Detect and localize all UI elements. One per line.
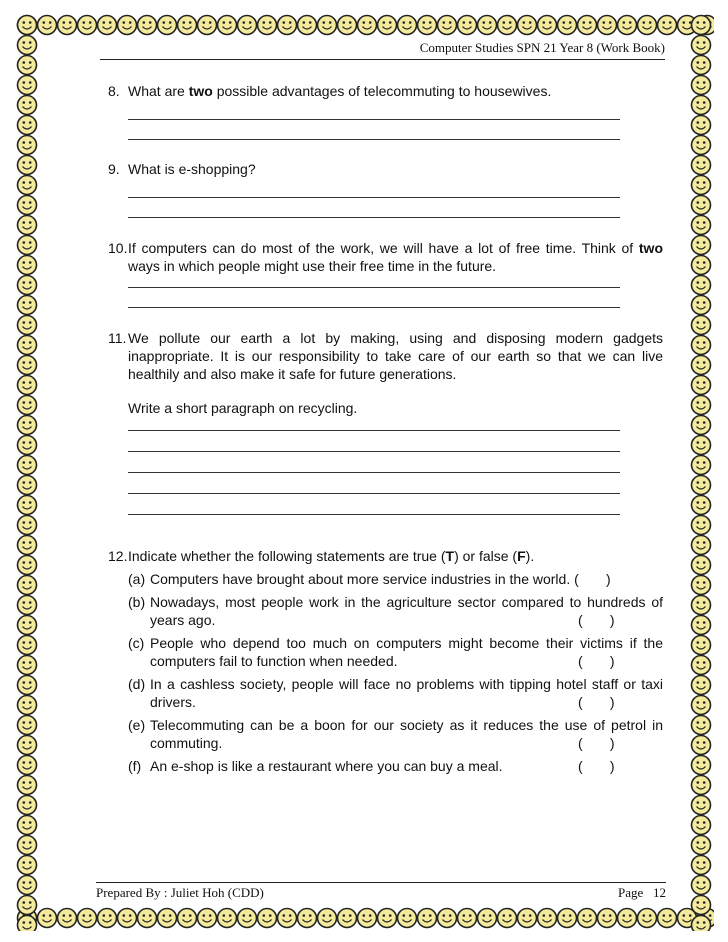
statement-letter: (f) — [128, 758, 142, 774]
question-text-part: ways in which people might use their free time in the future. — [128, 258, 497, 274]
smiley-face-icon — [18, 396, 37, 415]
smiley-face-icon — [692, 896, 711, 915]
smiley-face-icon — [18, 816, 37, 835]
smiley-face-icon — [58, 16, 77, 35]
smiley-face-icon — [692, 356, 711, 375]
smiley-face-icon — [18, 176, 37, 195]
smiley-face-icon — [538, 16, 557, 35]
smiley-face-icon — [258, 16, 277, 35]
smiley-border-left-icons — [14, 12, 40, 931]
smiley-face-icon — [18, 76, 37, 95]
smiley-face-icon — [18, 336, 37, 355]
smiley-face-icon — [18, 616, 37, 635]
question-text: What is e-shopping? — [128, 161, 256, 177]
smiley-face-icon — [638, 909, 657, 928]
statement-letter: (e) — [128, 717, 146, 733]
question-number: 8. — [108, 83, 120, 99]
smiley-face-icon — [692, 916, 711, 932]
statement-text: Nowadays, most people work in the agriculture sector compared to hundreds of years ago. — [150, 594, 663, 628]
smiley-face-icon — [418, 909, 437, 928]
smiley-face-icon — [692, 776, 711, 795]
smiley-face-icon — [18, 656, 37, 675]
smiley-face-icon — [98, 909, 117, 928]
smiley-face-icon — [692, 696, 711, 715]
statement-text: An e-shop is like a restaurant where you can buy a meal. — [150, 758, 503, 774]
page-number: 12 — [653, 885, 666, 900]
smiley-face-icon — [18, 36, 37, 55]
smiley-face-icon — [218, 909, 237, 928]
smiley-face-icon — [278, 16, 297, 35]
smiley-face-icon — [692, 676, 711, 695]
smiley-face-icon — [692, 556, 711, 575]
smiley-face-icon — [692, 136, 711, 155]
smiley-face-icon — [692, 856, 711, 875]
question-text: We pollute our earth a lot by making, using and disposing modern gadgets inappropriate. It is our responsibility to take care of our earth so that we can live healthily and also make it safe for future generations. — [128, 330, 663, 382]
smiley-face-icon — [692, 396, 711, 415]
smiley-face-icon — [18, 536, 37, 555]
question-text-part: If computers can do most of the work, we will have a lot of free time. Think of — [128, 240, 639, 256]
smiley-face-icon — [18, 856, 37, 875]
smiley-face-icon — [258, 909, 277, 928]
statement-text: Telecommuting can be a boon for our society as it reduces the use of petrol in commuting. — [150, 717, 663, 751]
smiley-face-icon — [18, 796, 37, 815]
smiley-face-icon — [598, 909, 617, 928]
smiley-border-right — [688, 12, 714, 931]
smiley-face-icon — [692, 476, 711, 495]
smiley-face-icon — [18, 576, 37, 595]
smiley-face-icon — [18, 316, 37, 335]
smiley-face-icon — [692, 96, 711, 115]
smiley-face-icon — [18, 256, 37, 275]
smiley-face-icon — [358, 909, 377, 928]
smiley-face-icon — [692, 56, 711, 75]
question-number: 9. — [108, 161, 120, 177]
smiley-face-icon — [198, 16, 217, 35]
smiley-face-icon — [658, 909, 677, 928]
smiley-face-icon — [18, 16, 37, 35]
smiley-face-icon — [692, 316, 711, 335]
smiley-face-icon — [692, 336, 711, 355]
question-8 — [108, 82, 663, 100]
statement-f — [128, 757, 663, 775]
smiley-face-icon — [692, 216, 711, 235]
smiley-face-icon — [318, 909, 337, 928]
smiley-face-icon — [18, 556, 37, 575]
smiley-face-icon — [18, 376, 37, 395]
smiley-face-icon — [18, 236, 37, 255]
smiley-face-icon — [692, 36, 711, 55]
question-text-part: ) or false ( — [454, 548, 518, 564]
smiley-face-icon — [158, 909, 177, 928]
page-header: Computer Studies SPN 21 Year 8 (Work Book) — [100, 40, 665, 60]
worksheet-content — [108, 82, 663, 775]
statement-e — [128, 716, 663, 752]
smiley-face-icon — [18, 876, 37, 895]
smiley-face-icon — [398, 909, 417, 928]
smiley-face-icon — [692, 276, 711, 295]
smiley-face-icon — [692, 796, 711, 815]
statement-body: Computers have brought about more service industries in the world. — [150, 571, 571, 587]
smiley-face-icon — [558, 16, 577, 35]
smiley-border-top-icons — [14, 12, 714, 38]
smiley-face-icon — [18, 436, 37, 455]
smiley-face-icon — [278, 909, 297, 928]
statement-letter: (a) — [128, 571, 146, 587]
smiley-face-icon — [178, 16, 197, 35]
smiley-face-icon — [692, 656, 711, 675]
statement-letter: (d) — [128, 676, 146, 692]
smiley-face-icon — [598, 16, 617, 35]
smiley-face-icon — [498, 909, 517, 928]
smiley-face-icon — [692, 756, 711, 775]
smiley-face-icon — [478, 16, 497, 35]
smiley-face-icon — [558, 909, 577, 928]
smiley-border-right-icons — [688, 12, 714, 931]
smiley-face-icon — [218, 16, 237, 35]
smiley-face-icon — [18, 136, 37, 155]
smiley-face-icon — [18, 836, 37, 855]
smiley-face-icon — [692, 236, 711, 255]
smiley-face-icon — [438, 16, 457, 35]
smiley-face-icon — [692, 716, 711, 735]
smiley-face-icon — [692, 416, 711, 435]
answer-bracket[interactable]: ( ) — [578, 758, 615, 774]
statement-b — [128, 593, 663, 629]
smiley-face-icon — [458, 16, 477, 35]
smiley-face-icon — [692, 76, 711, 95]
smiley-face-icon — [692, 196, 711, 215]
smiley-face-icon — [338, 16, 357, 35]
smiley-face-icon — [18, 296, 37, 315]
smiley-face-icon — [78, 909, 97, 928]
smiley-face-icon — [518, 909, 537, 928]
smiley-face-icon — [378, 16, 397, 35]
question-text — [128, 547, 663, 565]
smiley-face-icon — [18, 416, 37, 435]
page-label: Page — [617, 885, 644, 900]
smiley-border-bottom — [14, 905, 714, 931]
page-footer — [96, 882, 666, 901]
smiley-face-icon — [692, 16, 711, 35]
question-emphasis: F — [517, 548, 526, 564]
smiley-face-icon — [18, 776, 37, 795]
smiley-face-icon — [578, 909, 597, 928]
smiley-face-icon — [18, 156, 37, 175]
smiley-face-icon — [692, 596, 711, 615]
smiley-face-icon — [438, 909, 457, 928]
smiley-face-icon — [18, 516, 37, 535]
smiley-face-icon — [58, 909, 77, 928]
smiley-face-icon — [18, 216, 37, 235]
smiley-face-icon — [692, 736, 711, 755]
question-emphasis: two — [638, 240, 663, 256]
question-text — [128, 239, 663, 275]
question-text-part: What are — [128, 83, 189, 99]
smiley-face-icon — [18, 276, 37, 295]
question-9 — [108, 160, 663, 178]
statement-text — [150, 570, 663, 588]
answer-bracket[interactable]: ( ) — [574, 571, 611, 587]
smiley-face-icon — [238, 909, 257, 928]
smiley-face-icon — [478, 909, 497, 928]
smiley-face-icon — [18, 756, 37, 775]
smiley-face-icon — [98, 16, 117, 35]
smiley-face-icon — [518, 16, 537, 35]
smiley-face-icon — [38, 16, 57, 35]
smiley-face-icon — [618, 16, 637, 35]
smiley-face-icon — [18, 636, 37, 655]
smiley-face-icon — [658, 16, 677, 35]
smiley-face-icon — [692, 496, 711, 515]
smiley-face-icon — [298, 909, 317, 928]
question-text — [128, 82, 663, 100]
smiley-face-icon — [418, 16, 437, 35]
smiley-face-icon — [692, 536, 711, 555]
smiley-border-top — [14, 12, 714, 38]
question-text-part: possible advantages of telecommuting to housewives. — [212, 83, 552, 99]
answer-bracket[interactable]: ( ) — [578, 653, 615, 669]
smiley-face-icon — [638, 16, 657, 35]
answer-bracket[interactable]: ( ) — [578, 612, 615, 628]
smiley-face-icon — [18, 916, 37, 932]
smiley-face-icon — [692, 116, 711, 135]
smiley-face-icon — [578, 16, 597, 35]
smiley-face-icon — [692, 176, 711, 195]
smiley-face-icon — [18, 896, 37, 915]
question-12 — [108, 547, 663, 775]
smiley-face-icon — [338, 909, 357, 928]
smiley-face-icon — [18, 496, 37, 515]
smiley-face-icon — [18, 96, 37, 115]
smiley-face-icon — [498, 16, 517, 35]
smiley-face-icon — [18, 116, 37, 135]
smiley-face-icon — [138, 16, 157, 35]
smiley-face-icon — [18, 676, 37, 695]
smiley-face-icon — [692, 616, 711, 635]
smiley-face-icon — [358, 16, 377, 35]
statement-a — [128, 570, 663, 588]
statement-c — [128, 634, 663, 670]
smiley-face-icon — [178, 909, 197, 928]
page-number-area — [618, 885, 666, 901]
smiley-face-icon — [692, 836, 711, 855]
smiley-face-icon — [692, 816, 711, 835]
smiley-face-icon — [692, 876, 711, 895]
smiley-face-icon — [618, 909, 637, 928]
smiley-face-icon — [18, 476, 37, 495]
question-number: 10. — [108, 240, 128, 256]
answer-bracket[interactable]: ( ) — [578, 694, 615, 710]
question-text-part: Indicate whether the following statements are true ( — [128, 548, 446, 564]
statement-d — [128, 675, 663, 711]
smiley-face-icon — [692, 256, 711, 275]
smiley-face-icon — [138, 909, 157, 928]
smiley-face-icon — [692, 456, 711, 475]
smiley-face-icon — [238, 16, 257, 35]
smiley-border-bottom-icons — [14, 905, 714, 931]
smiley-face-icon — [692, 156, 711, 175]
statement-letter: (b) — [128, 594, 146, 610]
statement-text: People who depend too much on computers might become their victims if the computers fail to function when needed. — [150, 635, 663, 669]
smiley-face-icon — [692, 296, 711, 315]
smiley-face-icon — [538, 909, 557, 928]
smiley-face-icon — [458, 909, 477, 928]
smiley-face-icon — [318, 16, 337, 35]
smiley-face-icon — [18, 736, 37, 755]
smiley-face-icon — [158, 16, 177, 35]
smiley-face-icon — [38, 909, 57, 928]
smiley-face-icon — [298, 16, 317, 35]
smiley-face-icon — [118, 16, 137, 35]
smiley-face-icon — [692, 436, 711, 455]
statement-text: In a cashless society, people will face no problems with tipping hotel staff or taxi drivers. — [150, 676, 663, 710]
question-emphasis: T — [445, 548, 455, 564]
smiley-face-icon — [78, 16, 97, 35]
answer-bracket[interactable]: ( ) — [578, 735, 615, 751]
smiley-face-icon — [692, 516, 711, 535]
question-number: 12. — [108, 548, 128, 564]
question-emphasis: two — [188, 83, 213, 99]
smiley-face-icon — [18, 196, 37, 215]
question-number: 11. — [108, 330, 127, 346]
smiley-face-icon — [692, 376, 711, 395]
smiley-face-icon — [118, 909, 137, 928]
prepared-by: Prepared By : Juliet Hoh (CDD) — [96, 885, 264, 900]
smiley-face-icon — [398, 16, 417, 35]
question-10 — [108, 239, 663, 275]
question-text-part: ). — [525, 548, 535, 564]
smiley-face-icon — [18, 56, 37, 75]
smiley-face-icon — [692, 576, 711, 595]
smiley-face-icon — [18, 716, 37, 735]
question-prompt: Write a short paragraph on recycling. — [128, 400, 358, 416]
statement-letter: (c) — [128, 635, 145, 651]
smiley-face-icon — [18, 696, 37, 715]
smiley-face-icon — [18, 456, 37, 475]
smiley-face-icon — [198, 909, 217, 928]
smiley-face-icon — [18, 596, 37, 615]
smiley-border-left — [14, 12, 40, 931]
smiley-face-icon — [692, 636, 711, 655]
question-11 — [108, 329, 663, 417]
smiley-face-icon — [378, 909, 397, 928]
smiley-face-icon — [18, 356, 37, 375]
